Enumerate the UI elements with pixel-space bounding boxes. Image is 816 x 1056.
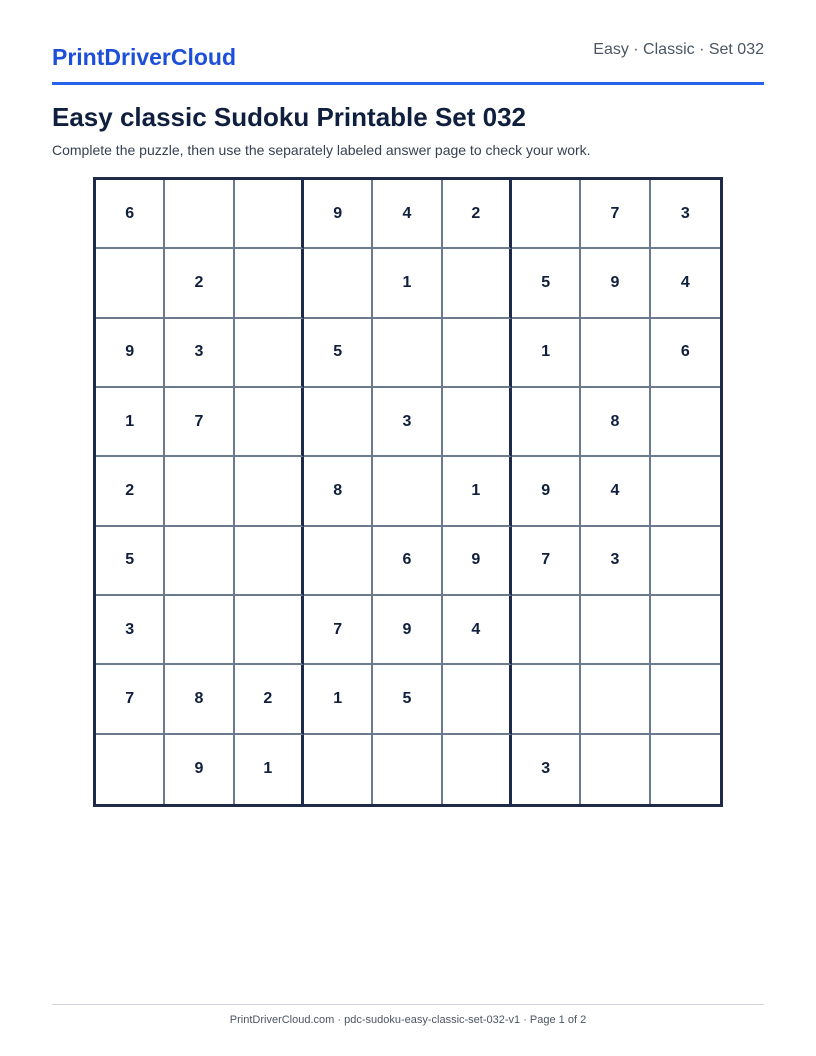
sudoku-cell xyxy=(373,319,442,388)
sudoku-cell xyxy=(443,249,512,318)
sudoku-cell xyxy=(373,735,442,804)
sudoku-cell xyxy=(165,180,234,249)
sudoku-cell: 4 xyxy=(443,596,512,665)
sudoku-cell xyxy=(96,735,165,804)
sudoku-cell xyxy=(235,596,304,665)
sudoku-cell: 1 xyxy=(373,249,442,318)
sudoku-cell xyxy=(235,180,304,249)
sudoku-cell: 7 xyxy=(165,388,234,457)
sudoku-cell: 6 xyxy=(373,527,442,596)
sudoku-cell: 9 xyxy=(373,596,442,665)
sudoku-cell: 3 xyxy=(165,319,234,388)
sudoku-cell xyxy=(443,665,512,734)
sudoku-cell: 9 xyxy=(581,249,650,318)
sudoku-cell xyxy=(235,527,304,596)
sudoku-cell xyxy=(235,319,304,388)
page-footer: PrintDriverCloud.com · pdc-sudoku-easy-classic-set-032-v1 · Page 1 of 2 xyxy=(229,1014,587,1026)
sudoku-cell: 5 xyxy=(512,249,581,318)
sudoku-cell xyxy=(443,319,512,388)
sudoku-cell: 1 xyxy=(512,319,581,388)
sudoku-cell: 3 xyxy=(651,180,720,249)
sudoku-cell xyxy=(165,596,234,665)
sudoku-cell xyxy=(512,180,581,249)
sudoku-cell xyxy=(235,457,304,526)
sudoku-cell xyxy=(304,735,373,804)
sudoku-cell xyxy=(443,735,512,804)
puzzle-meta: Easy · Classic · Set 032 xyxy=(593,41,764,58)
sudoku-cell: 9 xyxy=(304,180,373,249)
sudoku-cell: 1 xyxy=(235,735,304,804)
sudoku-cell: 9 xyxy=(512,457,581,526)
sudoku-cell: 7 xyxy=(96,665,165,734)
sudoku-cell xyxy=(304,527,373,596)
sudoku-cell: 5 xyxy=(373,665,442,734)
sudoku-cell xyxy=(373,457,442,526)
sudoku-cell: 9 xyxy=(443,527,512,596)
brand-logo: PrintDriverCloud xyxy=(52,44,237,70)
sudoku-cell xyxy=(304,388,373,457)
sudoku-cell: 8 xyxy=(304,457,373,526)
sudoku-cell: 8 xyxy=(165,665,234,734)
sudoku-cell: 8 xyxy=(581,388,650,457)
sudoku-cell: 7 xyxy=(304,596,373,665)
sudoku-cell: 9 xyxy=(165,735,234,804)
sudoku-cell: 3 xyxy=(373,388,442,457)
sudoku-cell: 2 xyxy=(235,665,304,734)
sudoku-cell: 3 xyxy=(96,596,165,665)
sudoku-cell: 7 xyxy=(581,180,650,249)
sudoku-cell: 7 xyxy=(512,527,581,596)
sudoku-cell: 6 xyxy=(96,180,165,249)
sudoku-cell xyxy=(235,388,304,457)
sudoku-cell xyxy=(304,249,373,318)
sudoku-cell xyxy=(235,249,304,318)
sudoku-cell xyxy=(651,527,720,596)
sudoku-cell: 1 xyxy=(443,457,512,526)
sudoku-cell xyxy=(581,735,650,804)
header-divider xyxy=(52,82,764,85)
sudoku-cell xyxy=(512,665,581,734)
sudoku-cell: 4 xyxy=(651,249,720,318)
sudoku-grid xyxy=(93,177,723,807)
sudoku-cell: 2 xyxy=(443,180,512,249)
sudoku-cell xyxy=(581,596,650,665)
sudoku-cell: 1 xyxy=(304,665,373,734)
sudoku-cell: 2 xyxy=(96,457,165,526)
sudoku-cell xyxy=(96,249,165,318)
sudoku-cell: 1 xyxy=(96,388,165,457)
sudoku-cell: 4 xyxy=(581,457,650,526)
sudoku-cell: 5 xyxy=(96,527,165,596)
sudoku-cell: 3 xyxy=(581,527,650,596)
sudoku-cell xyxy=(651,457,720,526)
sudoku-cell: 9 xyxy=(96,319,165,388)
sudoku-cell: 2 xyxy=(165,249,234,318)
sudoku-cell xyxy=(651,388,720,457)
page-title: Easy classic Sudoku Printable Set 032 xyxy=(52,102,527,132)
sudoku-cell xyxy=(165,527,234,596)
sudoku-cell: 3 xyxy=(512,735,581,804)
sudoku-cell xyxy=(651,596,720,665)
sudoku-cell xyxy=(651,665,720,734)
sudoku-cell xyxy=(581,319,650,388)
sudoku-cell: 6 xyxy=(651,319,720,388)
page-subtitle: Complete the puzzle, then use the separately labeled answer page to check your work. xyxy=(52,142,591,158)
sudoku-cell xyxy=(512,388,581,457)
sudoku-cell xyxy=(651,735,720,804)
sudoku-cell xyxy=(581,665,650,734)
sudoku-cell: 4 xyxy=(373,180,442,249)
sudoku-cell xyxy=(512,596,581,665)
sudoku-cell: 5 xyxy=(304,319,373,388)
sudoku-cell xyxy=(165,457,234,526)
sudoku-cell xyxy=(443,388,512,457)
footer-divider xyxy=(52,1004,764,1005)
